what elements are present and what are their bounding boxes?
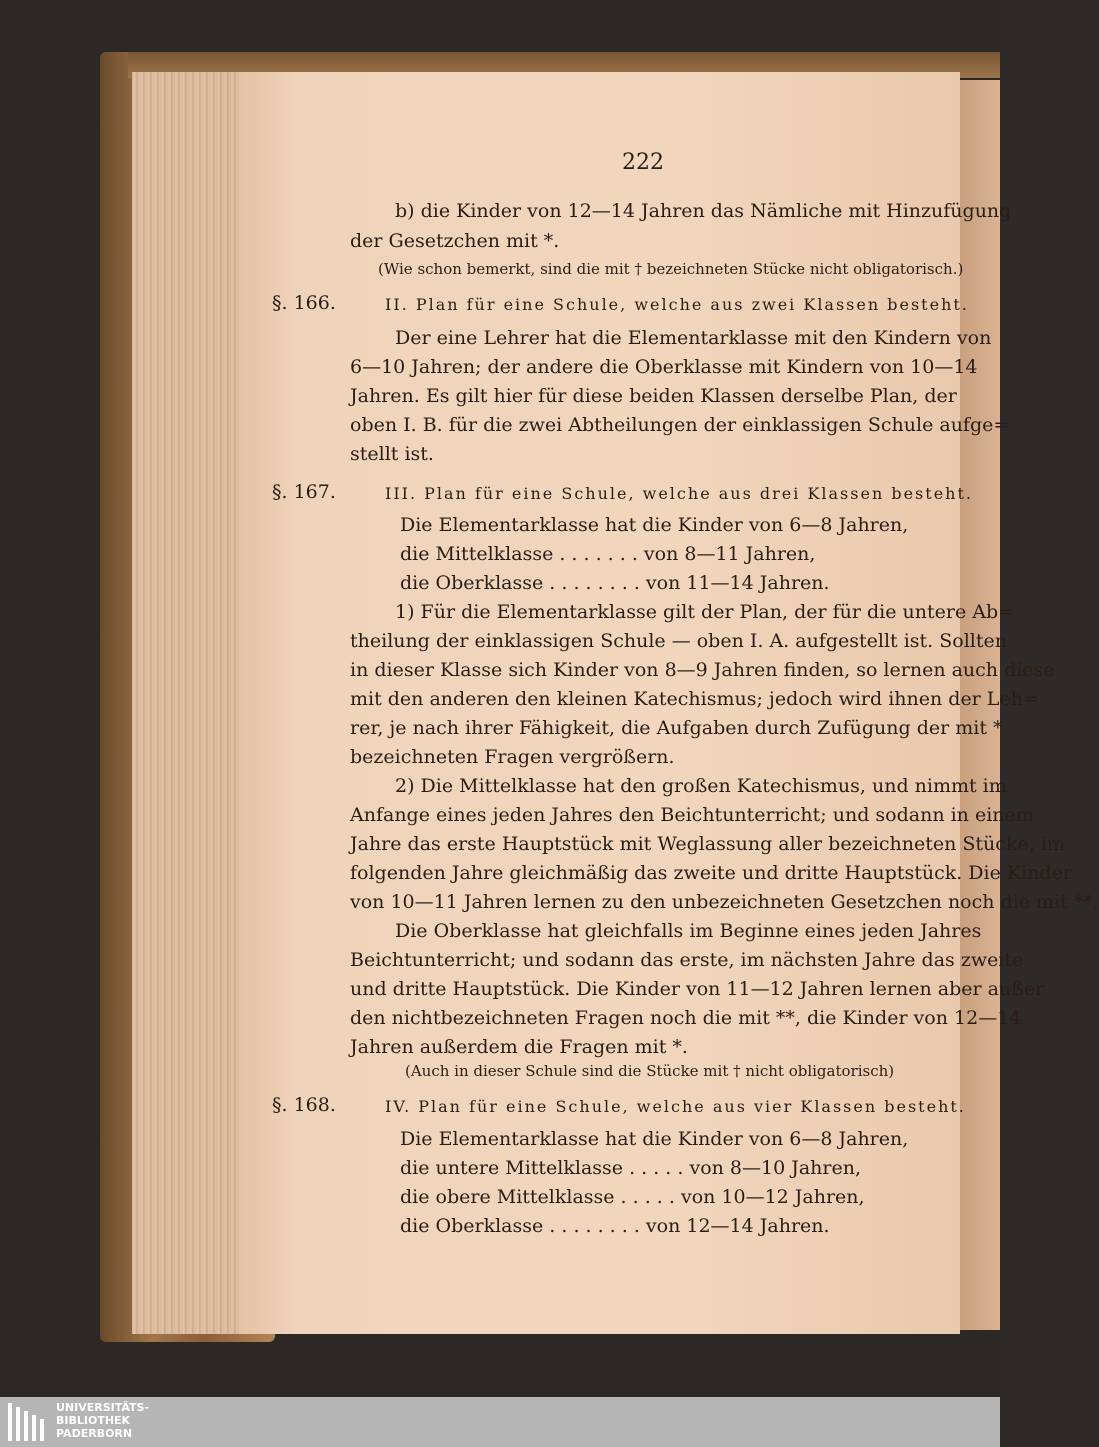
text-line-l17: bezeichneten Fragen vergrößern. [350,746,675,768]
text-line-l31: die obere Mittelklasse . . . . . von 10—12 Jahren, [400,1186,865,1208]
text-line-l12: 1) Für die Elementarklasse gilt der Plan, der für die untere Ab= [395,601,1015,623]
library-name [56,1401,149,1440]
text-line-l16: rer, je nach ihrer Fähigkeit, die Aufgaben durch Zufügung der mit * [350,717,1003,739]
library-name-line3: PADERBORN [56,1427,133,1440]
text-line-s168: §. 168. [272,1094,336,1116]
text-line-s166: §. 166. [272,292,336,314]
text-line-h167: III. Plan für eine Schule, welche aus drei Klassen besteht. [385,484,973,503]
text-line-l4: Der eine Lehrer hat die Elementarklasse mit den Kindern von [395,327,992,349]
text-line-l26: den nichtbezeichneten Fragen noch die mit **, die Kinder von 12—14 [350,1007,1022,1029]
text-line-l3: (Wie schon bemerkt, sind die mit † bezeichneten Stücke nicht obligatorisch.) [378,260,964,278]
text-line-s167: §. 167. [272,481,336,503]
text-line-l18: 2) Die Mittelklasse hat den großen Katechismus, und nimmt im [395,775,1007,797]
text-line-l7: oben I. B. für die zwei Abtheilungen der einklassigen Schule aufge= [350,414,1010,436]
text-line-h166: II. Plan für eine Schule, welche aus zwei Klassen besteht. [385,295,969,314]
text-line-l21: folgenden Jahre gleichmäßig das zweite und dritte Hauptstück. Die Kinder [350,862,1072,884]
text-line-l19: Anfange eines jeden Jahres den Beichtunterricht; und sodann in einem [350,804,1034,826]
library-logo-icon [6,1401,50,1443]
text-line-l24: Beichtunterricht; und sodann das erste, im nächsten Jahre das zweite [350,949,1024,971]
text-line-l30: die untere Mittelklasse . . . . . von 8—10 Jahren, [400,1157,862,1179]
text-line-l25: und dritte Hauptstück. Die Kinder von 11—12 Jahren lernen aber außer [350,978,1045,1000]
text-line-l28: (Auch in dieser Schule sind die Stücke mit † nicht obligatorisch) [405,1062,895,1080]
text-line-l13: theilung der einklassigen Schule — oben I. A. aufgestellt ist. Sollten [350,630,1007,652]
library-name-line1: UNIVERSITÄTS- [56,1401,150,1414]
text-line-l11: die Oberklasse . . . . . . . . von 11—14 Jahren. [400,572,830,594]
text-line-l29: Die Elementarklasse hat die Kinder von 6—8 Jahren, [400,1128,909,1150]
text-line-l15: mit den anderen den kleinen Katechismus; jedoch wird ihnen der Leh= [350,688,1039,710]
page-number: 222 [622,150,664,175]
text-line-l9: Die Elementarklasse hat die Kinder von 6—8 Jahren, [400,514,909,536]
library-name-line2: BIBLIOTHEK [56,1414,131,1427]
text-line-l23: Die Oberklasse hat gleichfalls im Beginne eines jeden Jahres [395,920,982,942]
text-line-h168: IV. Plan für eine Schule, welche aus vier Klassen besteht. [385,1097,966,1116]
text-line-l10: die Mittelklasse . . . . . . . von 8—11 Jahren, [400,543,816,565]
text-line-l5: 6—10 Jahren; der andere die Oberklasse mit Kindern von 10—14 [350,356,978,378]
text-line-l14: in dieser Klasse sich Kinder von 8—9 Jahren finden, so lernen auch diese [350,659,1055,681]
text-line-l6: Jahren. Es gilt hier für diese beiden Klassen derselbe Plan, der [350,385,957,407]
text-line-l32: die Oberklasse . . . . . . . . von 12—14 Jahren. [400,1215,830,1237]
text-line-l27: Jahren außerdem die Fragen mit *. [350,1036,688,1058]
text-line-l8: stellt ist. [350,443,434,465]
footer-bar [0,1397,1000,1447]
text-line-l1: b) die Kinder von 12—14 Jahren das Nämliche mit Hinzufügung [395,200,1012,222]
text-line-l2: der Gesetzchen mit *. [350,230,560,252]
text-line-l22: von 10—11 Jahren lernen zu den unbezeichneten Gesetzchen noch die mit **. [350,891,1099,913]
page-stack-edge [132,72,247,1334]
text-line-l20: Jahre das erste Hauptstück mit Weglassung aller bezeichneten Stücke, im [350,833,1065,855]
